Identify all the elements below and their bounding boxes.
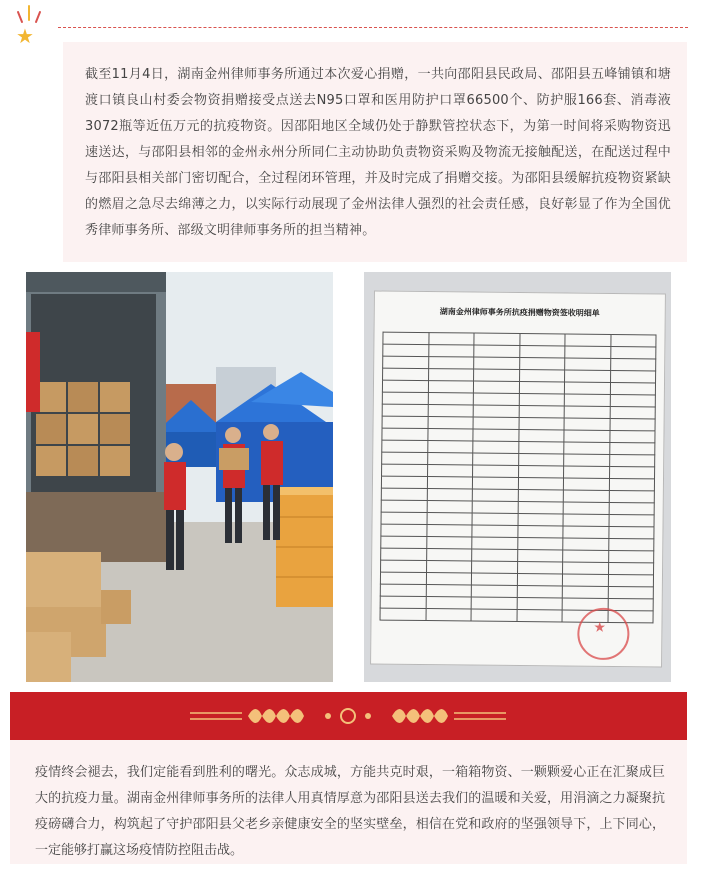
ornament-divider-icon [10, 692, 687, 740]
outro-box [10, 740, 687, 864]
dashed-divider [58, 27, 688, 28]
sun-rays-icon [14, 4, 44, 26]
intro-box [63, 42, 687, 262]
red-divider-banner [10, 692, 687, 740]
outro-paragraph: 疫情终会褪去，我们定能看到胜利的曙光。众志成城，方能共克时艰，一箱箱物资、一颗颗爱心正在汇聚成巨大的抗疫力量。湖南金州律师事务所的法律人用真情厚意为邵阳县送去我们的温暖和关爱，用涓滴之力凝聚抗疫磅礴合力，构筑起了守护邵阳县父老乡亲健康安全的坚实壁垒，相信在党和政府的坚强领导下，上下同心，一定能够打赢这场疫情防控阻击战。 [35, 765, 665, 858]
seal-star-icon: ★ [593, 619, 607, 636]
receipt-document-photo [364, 272, 671, 682]
intro-paragraph: 截至11月4日，湖南金州律师事务所通过本次爱心捐赠，一共向邵阳县民政局、邵阳县五峰铺镇和塘渡口镇良山村委会物资捐赠接受点送去N95口罩和医用防护口罩66500个、防护服166套、消毒液3072瓶等近伍万元的抗疫物资。因邵阳地区全域仍处于静默管控状态下，为第一时间将采购物资迅速送达，与邵阳县相邻的金州永州分所同仁主动协助负责物资采购及物流无接触配送，在配送过程中与邵阳县相关部门密切配合，全过程闭环管理，并及时完成了捐赠交接。为邵阳县缓解抗疫物资紧缺的燃眉之急尽去绵薄之力，以实际行动展现了金州法律人强烈的社会责任感，良好彰显了作为全国优秀律师事务所、部级文明律师事务所的担当精神。 [85, 67, 671, 238]
receipt-paper [370, 290, 666, 667]
star-icon: ★ [16, 24, 34, 48]
receipt-title: 湖南金州律师事务所抗疫捐赠物资签收明细单 [439, 307, 600, 318]
volunteers-unloading-photo [26, 272, 333, 682]
receipt-table [380, 332, 657, 624]
